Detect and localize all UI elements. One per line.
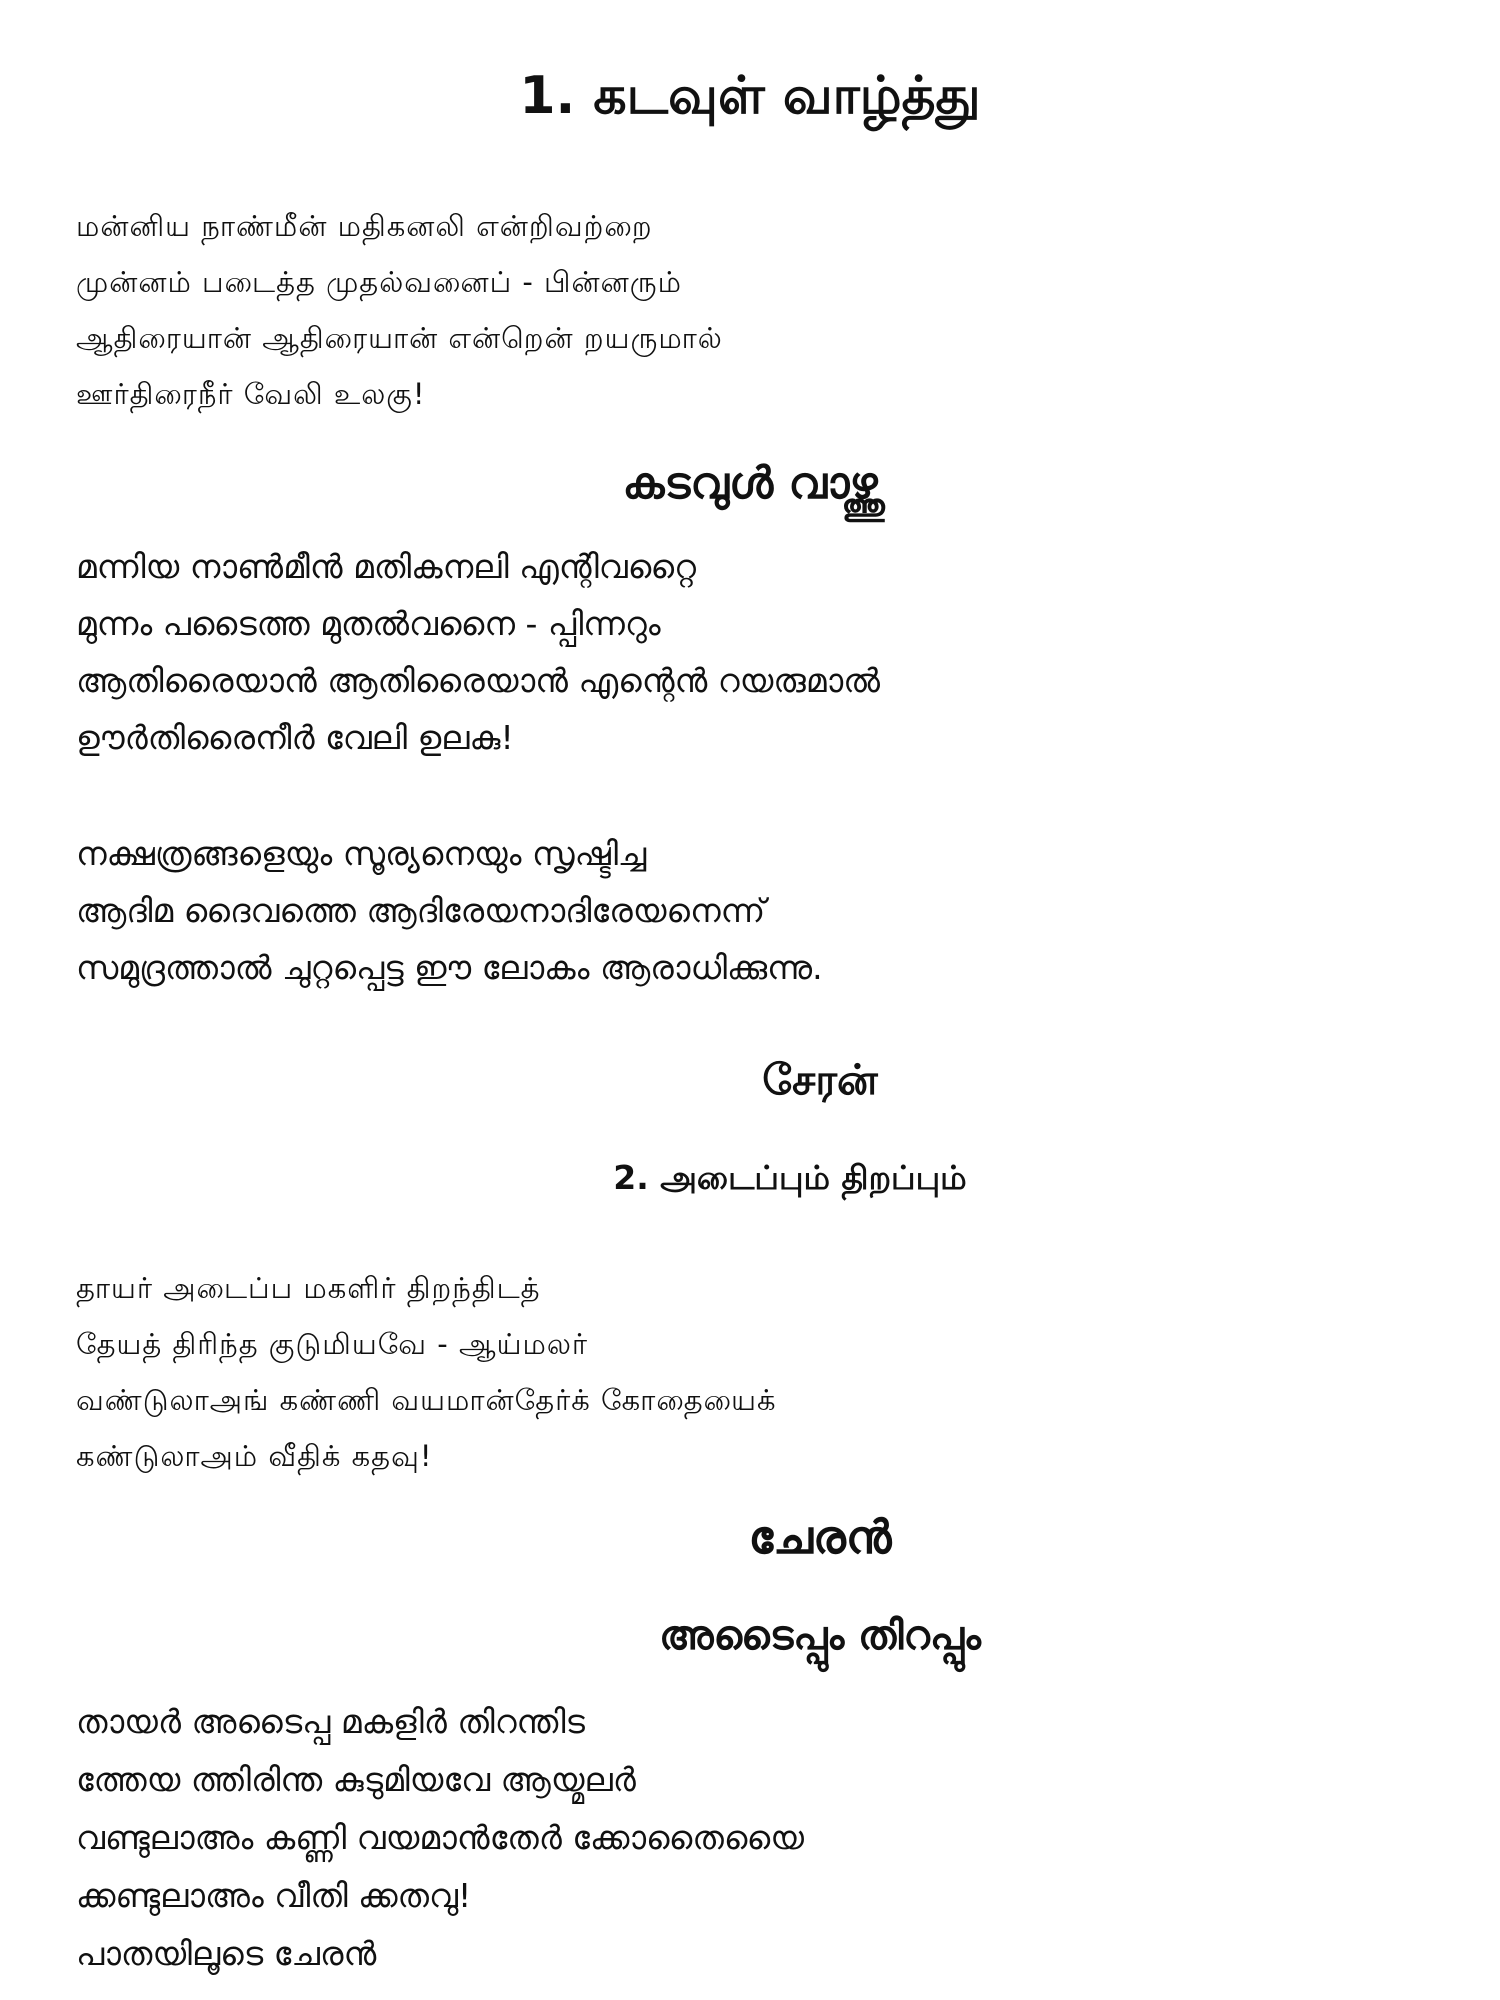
verse-line: തായർ അടൈപ്പ മകളിർ തിറന്തിട: [76, 1702, 585, 1741]
verse-line: ക്കണ്ടുലാഅം വീതി ക്കതവു!: [76, 1876, 472, 1915]
malayalam-transliteration-1: [76, 538, 880, 766]
tamil-poem-title-1: 1. கடவுள் வாழ்த்து: [519, 66, 981, 126]
verse-line: மன்னிய நாண்மீன் மதிகனலி என்றிவற்றை: [76, 209, 653, 243]
verse-line: முன்னம் படைத்த முதல்வனைப் - பின்னரும்: [76, 265, 682, 299]
verse-line: ആതിരൈയാൻ ആതിരൈയാൻ എന്റെൻ റയരുമാൽ: [76, 661, 880, 700]
tamil-verse-1: [76, 198, 723, 422]
verse-line: ത്തേയ ത്തിരിന്ത കുടുമിയവേ ആയ്മലർ: [76, 1760, 636, 1799]
verse-line: ஊர்திரைநீர் வேலி உலகு!: [76, 377, 426, 411]
verse-line: മന്നിയ നാൺമീൻ മതികനലി എന്റിവറ്റൈ: [76, 547, 697, 586]
malayalam-translation-1: [76, 825, 823, 996]
verse-line: പാതയിലൂടെ ചേരൻ: [76, 1934, 377, 1973]
translation-line: നക്ഷത്രങ്ങളെയും സൂര്യനെയും സൃഷ്ടിച്ച: [76, 834, 647, 873]
verse-line: கண்டுலாஅம் வீதிக் கதவு!: [76, 1439, 433, 1473]
verse-line: வண்டுலாஅங் கண்ணி வயமான்தேர்க் கோதையைக்: [76, 1383, 777, 1417]
malayalam-king-heading: ചേരൻ: [748, 1510, 892, 1564]
verse-line: தாயர் அடைப்ப மகளிர் திறந்திடத்: [76, 1271, 541, 1305]
translation-line: സമുദ്രത്താൽ ചുറ്റപ്പെട്ട ഈ ലോകം ആരാധിക്കുന്നു.: [76, 948, 823, 987]
tamil-king-heading: சேரன்: [762, 1055, 878, 1104]
verse-line: മുന്നം പടൈത്ത മുതൽവനൈ - പ്പിന്നറും: [76, 604, 661, 643]
tamil-poem-title-2: 2. அடைப்பும் திறப்பும்: [613, 1158, 967, 1197]
malayalam-transliteration-2: [76, 1693, 804, 1983]
verse-line: ഊർതിരൈനീർ വേലി ഉലകു!: [76, 718, 514, 757]
verse-line: വണ്ടുലാഅം കണ്ണി വയമാൻതേർ ക്കോതൈയൈ: [76, 1818, 804, 1857]
verse-line: தேயத் திரிந்த குடுமியவே - ஆய்மலர்: [76, 1327, 589, 1361]
verse-line: ஆதிரையான் ஆதிரையான் என்றென் றயருமால்: [76, 321, 723, 355]
tamil-verse-2: [76, 1260, 777, 1484]
malayalam-poem-title-1: കടവുൾ വാഴ്ത്തു: [622, 458, 878, 509]
malayalam-poem-title-2: അടൈപ്പും തിറപ്പും: [659, 1613, 981, 1659]
translation-line: ആദിമ ദൈവത്തെ ആദിരേയനാദിരേയനെന്ന്: [76, 891, 766, 930]
